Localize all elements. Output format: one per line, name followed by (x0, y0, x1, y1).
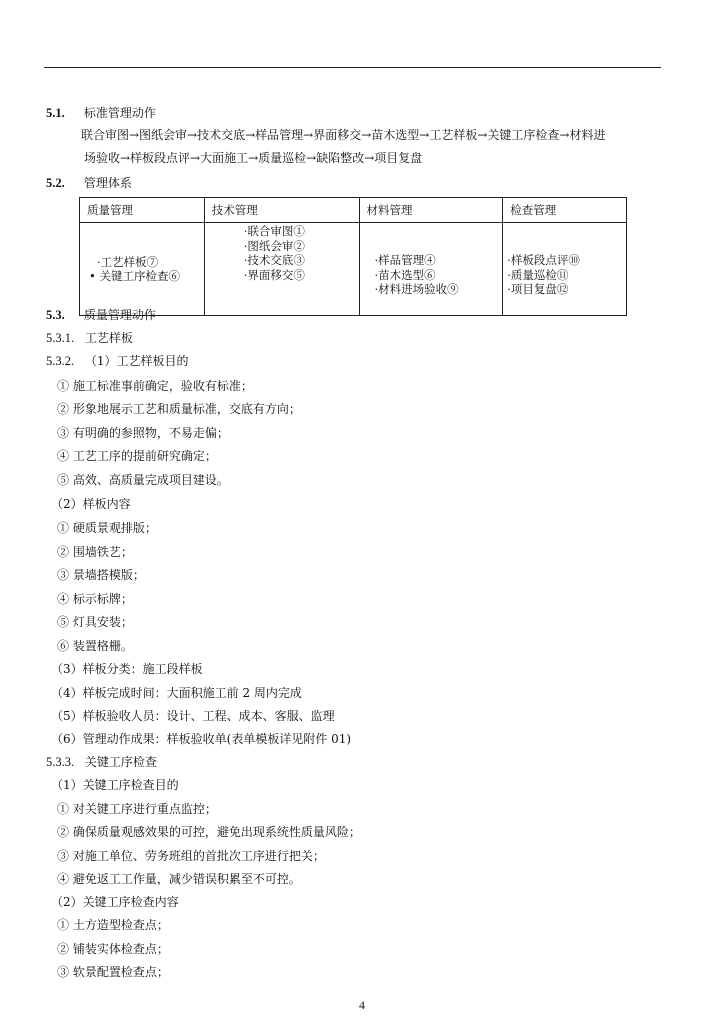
section-number: 5.3.2. (46, 354, 75, 368)
header-material: 材料管理 (359, 198, 503, 223)
management-system-table (79, 197, 627, 316)
list-item: ③ 有明确的参照物，不易走偏； (57, 426, 229, 440)
list-item: ① 硬质景观排版； (57, 521, 157, 535)
list-item: ⑤ 高效、高质量完成项目建设。 (57, 473, 229, 487)
flow-line-1: 联合审图→图纸会审→技术交底→样品管理→界面移交→苗木选型→工艺样板→关键工序检查→材料进 (81, 128, 606, 142)
section-title: 质量管理动作 (83, 308, 156, 322)
list-item: ·工艺样板⑦ (97, 254, 159, 269)
list-item: ② 形象地展示工艺和质量标准，交底有方向； (57, 402, 301, 416)
flow-line-2: 场验收→样板段点评→大面施工→质量巡检→缺陷整改→项目复盘 (84, 151, 423, 165)
cell-inspection (503, 223, 627, 316)
section-5-3-1-heading (46, 330, 133, 346)
section-number: 5.2. (46, 176, 65, 190)
table-row (80, 223, 627, 316)
list-item: ② 围墙铁艺； (57, 545, 133, 559)
header-rule (44, 67, 661, 68)
list-item: ·技术交底③ (243, 253, 305, 267)
page-number: 4 (359, 998, 365, 1012)
list-item: ② 确保质量观感效果的可控，避免出现系统性质量风险； (57, 825, 361, 839)
section-5-3-2-heading (46, 353, 188, 369)
subheading: （1）关键工序检查目的 (51, 778, 179, 792)
list-item: ⑤ 灯具安装； (57, 615, 133, 629)
section-title: （1）工艺样板目的 (84, 354, 189, 368)
list-item: ③ 景墙搭模版； (57, 568, 145, 582)
list-item: （3）样板分类：施工段样板 (51, 662, 203, 676)
section-number: 5.3.1. (46, 331, 75, 345)
section-number: 5.1. (46, 106, 65, 120)
section-5-3-heading (46, 307, 156, 323)
section-5-1-heading (46, 105, 156, 121)
subheading: （2）关键工序检查内容 (51, 895, 179, 909)
list-item: ② 铺装实体检查点； (57, 942, 169, 956)
list-item: ① 施工标准事前确定，验收有标准； (57, 379, 253, 393)
cell-material (359, 223, 503, 316)
list-item: ⑥ 装置格栅。 (57, 639, 133, 653)
list-item: ④ 避免返工工作量，减少错误积累至不可控。 (57, 872, 301, 886)
section-title: 关键工序检查 (84, 755, 157, 769)
list-item: ·材料进场验收⑨ (374, 282, 459, 297)
list-item: ① 土方造型检查点； (57, 918, 169, 932)
list-item: ·界面移交⑤ (243, 267, 305, 282)
list-item: ④ 标示标牌； (57, 592, 133, 606)
list-item: ① 对关键工序进行重点监控； (57, 802, 217, 816)
list-item: ·图纸会审② (243, 238, 305, 253)
list-item: • 关键工序检查⑥ (89, 269, 180, 283)
subheading: （2）样板内容 (51, 497, 131, 511)
section-5-2-heading (46, 175, 132, 191)
cell-technical (204, 223, 359, 316)
section-number: 5.3.3. (46, 755, 75, 769)
header-quality: 质量管理 (80, 198, 205, 223)
section-number: 5.3. (46, 308, 65, 322)
list-item: ③ 软景配置检查点； (57, 965, 169, 979)
table-header-row (80, 198, 627, 223)
section-title: 管理体系 (83, 176, 132, 190)
list-item: ·联合审图① (243, 224, 305, 238)
section-title: 工艺样板 (84, 331, 133, 345)
section-title: 标准管理动作 (83, 106, 156, 120)
list-item: ·样品管理④ (374, 253, 436, 268)
list-item: ·质量巡检⑪ (507, 267, 569, 282)
list-item: ④ 工艺工序的提前研究确定； (57, 449, 217, 463)
list-item: ·样板段点评⑩ (507, 253, 580, 268)
list-item: （4）样板完成时间：大面积施工前 2 周内完成 (51, 686, 302, 700)
list-item: ③ 对施工单位、劳务班组的首批次工序进行把关； (57, 849, 325, 863)
list-item: （5）样板验收人员：设计、工程、成本、客服、监理 (51, 709, 335, 723)
header-technical: 技术管理 (204, 198, 359, 223)
list-item: ·项目复盘⑫ (507, 282, 569, 297)
list-item: （6）管理动作成果：样板验收单(表单模板详见附件 01) (51, 732, 352, 746)
header-inspection: 检查管理 (503, 198, 627, 223)
cell-quality (80, 223, 205, 316)
section-5-3-3-heading (46, 754, 157, 770)
list-item: ·苗木选型⑥ (374, 267, 436, 282)
